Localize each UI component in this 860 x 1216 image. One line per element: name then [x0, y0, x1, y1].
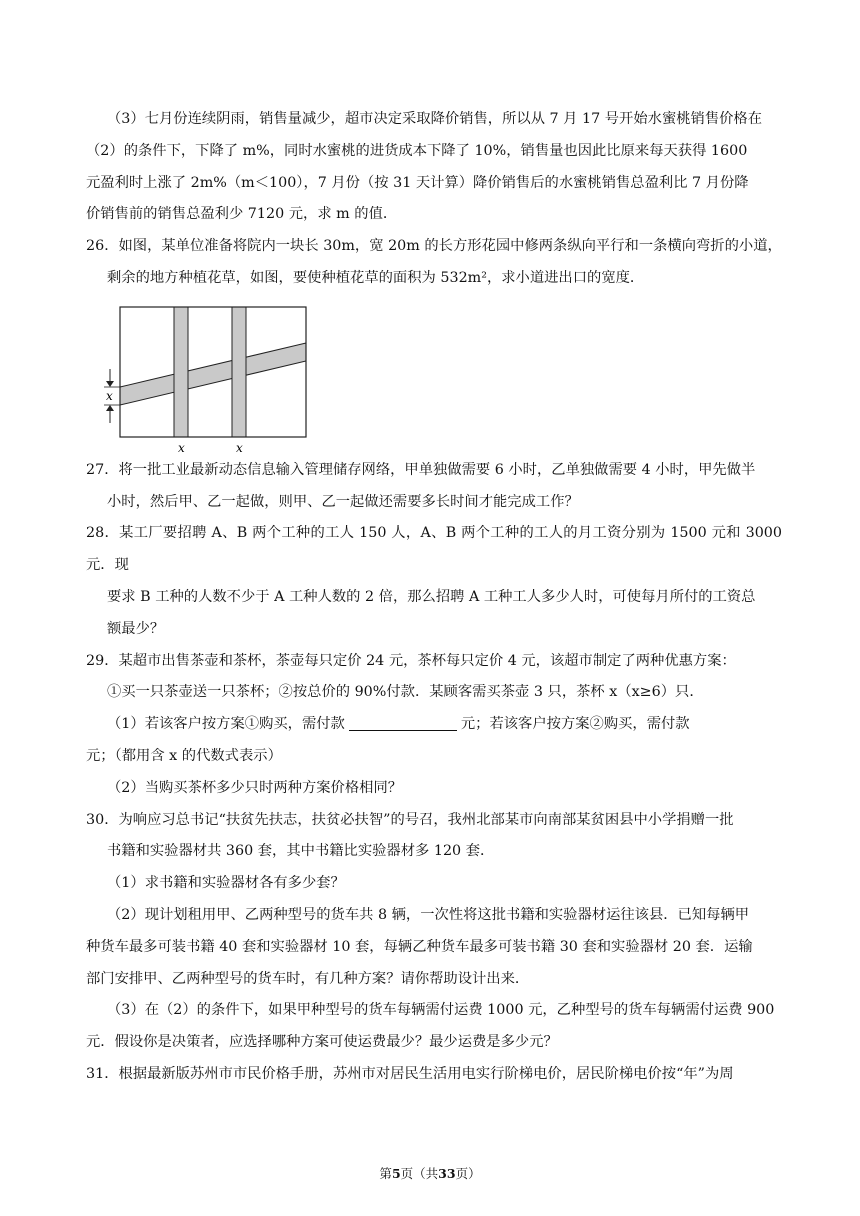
- text-line: [86, 709, 782, 741]
- text-line: 小时，然后甲、乙一起做，则甲、乙一起做还需要多长时间才能完成工作？: [107, 493, 579, 510]
- garden-diagram: [86, 303, 306, 455]
- text-fragment: （1）若该客户按方案①购买，需付款: [107, 716, 345, 733]
- dimension-label-bottom-2: x: [236, 440, 243, 455]
- question-29: [86, 646, 782, 805]
- text-line: 26．如图，某单位准备将院内一块长 30m，宽 20m 的长方形花园中修两条纵向平行和一条横向弯折的小道，: [86, 238, 782, 255]
- text-fragment: 元；若该客户按方案②购买，需付款: [460, 716, 690, 733]
- footer-suffix: 页）: [455, 1166, 481, 1181]
- vertical-path-2: [232, 307, 246, 437]
- text-line: 额最少？: [107, 620, 165, 637]
- text-line: 种货车最多可装书籍 40 套和实验器材 10 套，每辆乙种货车最多可装书籍 30 套和实验器材 20 套．运输: [86, 938, 753, 955]
- text-line: 要求 B 工种的人数不少于 A 工种人数的 2 倍，那么招聘 A 工种工人多少人时，可使每月所付的工资总: [107, 588, 756, 605]
- text-line: 价销售前的销售总盈利少 7120 元，求 m 的值．: [86, 206, 398, 223]
- footer-page-number: 5: [391, 1166, 401, 1181]
- text-line: ①买一只茶壶送一只茶杯；②按总价的 90%付款．某顾客需买茶壶 3 只，茶杯 x（x≥6）只．: [107, 684, 704, 701]
- page-content: [86, 104, 782, 1091]
- footer-prefix: 第: [379, 1166, 392, 1181]
- text-line: 31．根据最新版苏州市市民价格手册，苏州市对居民生活用电实行阶梯电价，居民阶梯电价按“年”为周: [86, 1065, 734, 1082]
- text-line: 部门安排甲、乙两种型号的货车时，有几种方案？请你帮助设计出来．: [86, 970, 530, 987]
- text-line: （2）的条件下，下降了 m%，同时水蜜桃的进货成本下降了 10%，销售量也因此比原来每天获得 1600: [86, 142, 748, 159]
- garden-figure: [86, 303, 306, 455]
- text-line: 元盈利时上涨了 2m%（m＜100），7 月份（按 31 天计算）降价销售后的水蜜桃销售总盈利比 7 月份降: [86, 174, 749, 191]
- text-line: 30．为响应习总书记“扶贫先扶志，扶贫必扶智”的号召，我州北部某市向南部某贫困县中小学捐赠一批: [86, 811, 734, 828]
- question-31: [86, 1059, 782, 1091]
- question-27: [86, 455, 782, 519]
- horizontal-path: [120, 343, 306, 405]
- vertical-path-1: [174, 307, 188, 437]
- question-26: [86, 231, 782, 295]
- text-line: （3）在（2）的条件下，如果甲种型号的货车每辆需付运费 1000 元，乙种型号的货车每辆需付运费 900: [107, 1002, 775, 1019]
- question-30: [86, 805, 782, 1059]
- question-28: [86, 518, 782, 645]
- text-line: 书籍和实验器材共 360 套，其中书籍比实验器材多 120 套．: [107, 843, 495, 860]
- dimension-label-bottom-1: x: [178, 440, 185, 455]
- text-line: （1）求书籍和实验器材各有多少套？: [107, 875, 345, 892]
- dimension-label-left: x: [106, 388, 113, 403]
- text-line: 元．假设你是决策者，应选择哪种方案可使运费最少？最少运费是多少元？: [86, 1034, 558, 1051]
- text-line: （2）现计划租用甲、乙两种型号的货车共 8 辆，一次性将这批书籍和实验器材运往该县．已知每辆甲: [107, 906, 750, 923]
- text-line: 27．将一批工业最新动态信息输入管理储存网络，甲单独做需要 6 小时，乙单独做需要 4 小时，甲先做半: [86, 461, 756, 478]
- text-line: 29．某超市出售茶壶和茶杯，茶壶每只定价 24 元，茶杯每只定价 4 元，该超市制定了两种优惠方案：: [86, 652, 736, 669]
- text-line: 剩余的地方种植花草，如图，要使种植花草的面积为 532m²，求小道进出口的宽度．: [107, 269, 645, 286]
- question-25-part-3: [86, 104, 782, 231]
- answer-blank: [349, 714, 457, 731]
- text-line: （3）七月份连续阴雨，销售量减少，超市决定采取降价销售，所以从 7 月 17 号开始水蜜桃销售价格在: [107, 111, 763, 127]
- footer-mid: 页（共: [400, 1166, 439, 1181]
- text-line: 28．某工厂要招聘 A、B 两个工种的工人 150 人，A、B 两个工种的工人的月工资分别为 1500 元和 3000 元．现: [86, 525, 782, 574]
- page-footer: [0, 1164, 860, 1182]
- text-line: （2）当购买茶杯多少只时两种方案价格相同？: [107, 779, 403, 796]
- text-line: 元；（都用含 x 的代数式表示）: [86, 747, 282, 764]
- footer-total-pages: 33: [438, 1166, 456, 1181]
